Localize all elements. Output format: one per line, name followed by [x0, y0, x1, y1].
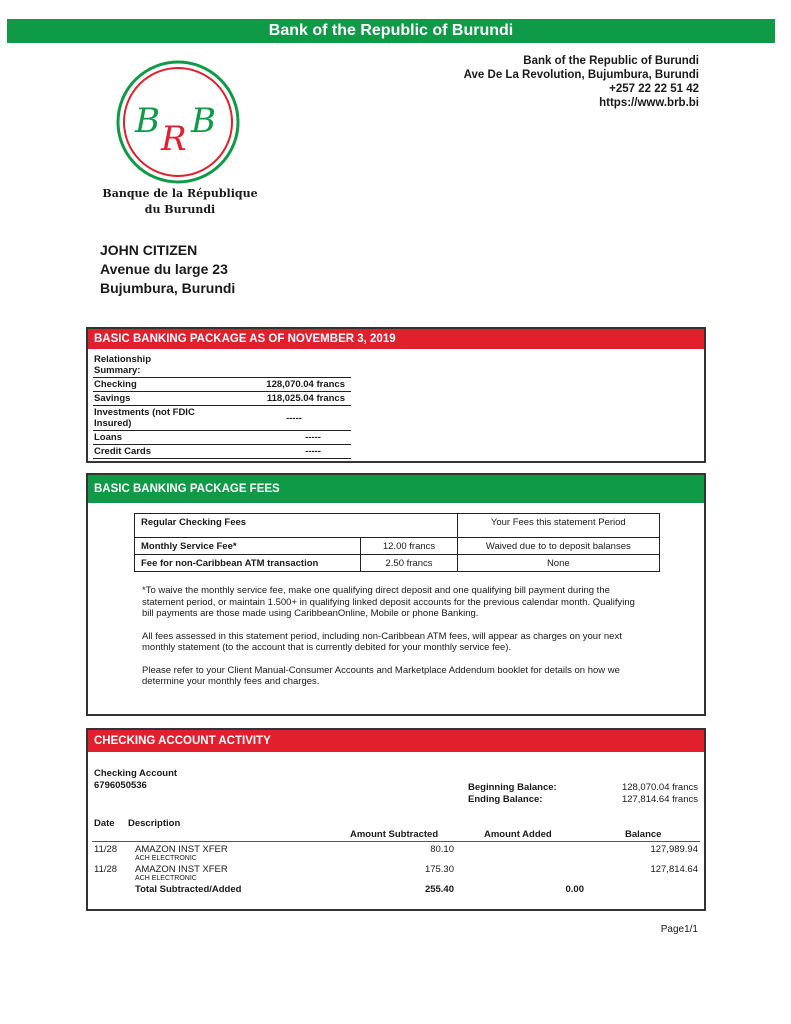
ending-balance-label: Ending Balance:	[468, 794, 543, 805]
txn-description: AMAZON INST XFER	[135, 864, 228, 875]
summary-value: -----	[286, 412, 302, 424]
fees-note: Please refer to your Client Manual-Consumer Accounts and Marketplace Addendum booklet for details on how we determine your monthly fees and charges.	[142, 664, 620, 687]
logo-emblem	[112, 60, 244, 190]
fee-name: Monthly Service Fee*	[135, 538, 361, 555]
page-number: Page1/1	[660, 924, 698, 935]
summary-row	[93, 406, 351, 431]
summary-row	[93, 445, 351, 459]
beginning-balance-value: 128,070.04 francs	[621, 782, 698, 793]
summary-value: -----	[305, 432, 321, 443]
summary-row	[93, 431, 351, 445]
summary-label: Credit Cards	[94, 446, 152, 457]
fee-name: Fee for non-Caribbean ATM transaction	[135, 555, 361, 572]
summary-row	[93, 392, 351, 406]
summary-row	[93, 353, 351, 378]
fee-your-fee: Waived due to to deposit balanses	[457, 538, 659, 555]
bank-website: https://www.brb.bi	[599, 97, 699, 109]
txn-subtracted: 175.30	[424, 864, 454, 875]
customer-address	[100, 241, 235, 298]
txn-date: 11/28	[94, 864, 118, 875]
summary-label: Savings	[94, 393, 131, 404]
summary-label: Investments (not FDIC Insured)	[94, 407, 195, 429]
customer-street: Avenue du large 23	[100, 261, 228, 277]
txn-subtracted: 80.10	[430, 844, 454, 855]
col-balance: Balance	[625, 829, 662, 840]
logo-caption-line1: Banque de la République	[102, 187, 258, 200]
bank-contact-block	[464, 54, 699, 110]
summary-value: -----	[305, 446, 321, 457]
logo-caption-line2: du Burundi	[144, 203, 216, 216]
header-bar: Bank of the Republic of Burundi	[7, 19, 775, 43]
summary-table	[93, 353, 351, 459]
txn-balance: 127,989.94	[650, 844, 698, 855]
activity-divider	[92, 841, 700, 842]
summary-value: 128,070.04 francs	[266, 379, 345, 390]
txn-sub-description: ACH ELECTRONIC	[135, 855, 197, 862]
col-description: Description	[128, 818, 181, 829]
logo-letter-left: B	[135, 101, 160, 141]
bank-address: Ave De La Revolution, Bujumbura, Burundi	[463, 69, 699, 81]
txn-balance: 127,814.64	[650, 864, 698, 875]
summary-label: Checking	[94, 379, 137, 390]
customer-name: JOHN CITIZEN	[100, 242, 198, 258]
fees-note: All fees assessed in this statement period, including non-Caribbean ATM fees, will appear as charges on your next monthly statement (to the account that is currently debited for your monthly service fee).	[142, 630, 622, 653]
summary-row	[93, 378, 351, 392]
fees-notes	[142, 585, 642, 699]
fee-your-fee: None	[457, 555, 659, 572]
customer-city: Bujumbura, Burundi	[100, 280, 236, 296]
total-subtracted: 255.40	[424, 884, 454, 895]
bank-name: Bank of the Republic of Burundi	[523, 55, 699, 67]
account-label: Checking Account	[94, 768, 178, 779]
col-amount-added: Amount Added	[484, 829, 552, 840]
txn-date: 11/28	[94, 844, 118, 855]
fees-title: BASIC BANKING PACKAGE FEES	[88, 475, 704, 503]
beginning-balance-label: Beginning Balance:	[468, 782, 557, 793]
fees-table	[134, 513, 660, 572]
fees-panel	[86, 473, 706, 716]
summary-label: Loans	[94, 432, 122, 443]
col-amount-subtracted: Amount Subtracted	[350, 829, 439, 840]
package-summary-panel	[86, 327, 706, 463]
fees-row	[135, 555, 660, 572]
fee-amount: 12.00 francs	[361, 538, 457, 555]
fees-note: *To waive the monthly service fee, make one qualifying direct deposit and one qualifying bill payment during the statement period, or maintain 1.500+ in qualifying linked deposit accounts for the previous calendar month. Qualifying bill payments are those made using CaribbeanOnline, Mobile or phone Banking.	[142, 585, 635, 619]
total-added: 0.00	[565, 884, 584, 895]
total-label: Total Subtracted/Added	[135, 884, 242, 895]
logo-letter-right: B	[191, 101, 216, 141]
col-date: Date	[94, 818, 115, 829]
logo-letter-center: R	[161, 119, 187, 159]
logo-caption	[100, 186, 260, 218]
summary-label: Relationship Summary:	[94, 354, 152, 376]
activity-panel	[86, 728, 706, 911]
bank-phone: +257 22 22 51 42	[609, 83, 699, 95]
summary-value	[153, 353, 263, 377]
txn-sub-description: ACH ELECTRONIC	[135, 875, 197, 882]
fees-header-right: Your Fees this statement Period	[457, 514, 659, 538]
fee-amount: 2.50 francs	[361, 555, 457, 572]
fees-header-left: Regular Checking Fees	[135, 514, 458, 538]
package-title: BASIC BANKING PACKAGE AS OF NOVEMBER 3, 2019	[88, 329, 704, 349]
fees-row	[135, 538, 660, 555]
account-number: 6796050536	[94, 780, 147, 791]
summary-value: 118,025.04 francs	[266, 393, 345, 404]
activity-title: CHECKING ACCOUNT ACTIVITY	[88, 730, 704, 752]
txn-description: AMAZON INST XFER	[135, 844, 228, 855]
ending-balance-value: 127,814.64 francs	[621, 794, 698, 805]
fees-header-row	[135, 514, 660, 538]
